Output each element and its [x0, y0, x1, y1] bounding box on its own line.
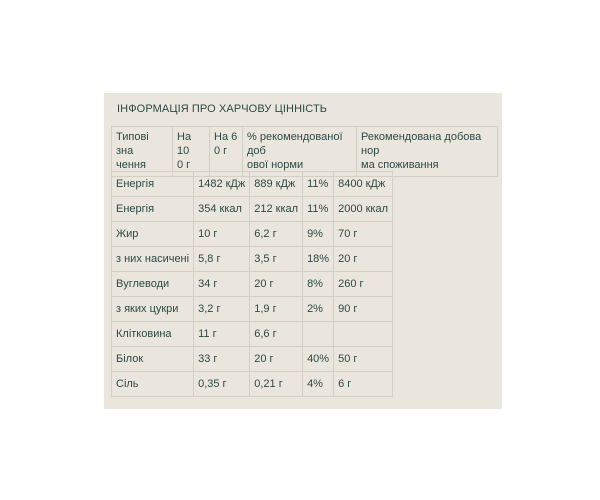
table-row: [112, 197, 393, 222]
header-recommended-intake-line2: ма споживання: [361, 159, 439, 171]
nutrient-name: з яких цукри: [112, 297, 194, 322]
value-per-60g: 20 г: [250, 272, 303, 297]
value-per-60g: 0,21 г: [250, 372, 303, 397]
header-per-60g: [210, 127, 243, 177]
table-row: [112, 322, 393, 347]
header-row: [112, 127, 498, 177]
value-per-100g: 0,35 г: [194, 372, 250, 397]
nutrition-header-table: [111, 126, 498, 177]
header-typical-values: [112, 127, 173, 177]
value-percent: 11%: [303, 172, 334, 197]
value-per-60g: 1,9 г: [250, 297, 303, 322]
nutrient-name: Жир: [112, 222, 194, 247]
nutrition-title: ІНФОРМАЦІЯ ПРО ХАРЧОВУ ЦІННІСТЬ: [117, 103, 328, 115]
value-rdi: 260 г: [334, 272, 393, 297]
value-rdi: 50 г: [334, 347, 393, 372]
value-percent: [303, 322, 334, 347]
nutrient-name: з них насичені: [112, 247, 194, 272]
value-per-60g: 3,5 г: [250, 247, 303, 272]
header-per-100g-line2: 0 г: [177, 159, 191, 171]
value-per-100g: 354 ккал: [194, 197, 250, 222]
nutrient-name: Енергія: [112, 172, 194, 197]
nutrient-name: Енергія: [112, 197, 194, 222]
value-per-60g: 6,2 г: [250, 222, 303, 247]
table-row: [112, 272, 393, 297]
value-per-60g: 212 ккал: [250, 197, 303, 222]
value-per-100g: 33 г: [194, 347, 250, 372]
value-per-100g: 3,2 г: [194, 297, 250, 322]
value-per-100g: 11 г: [194, 322, 250, 347]
value-percent: 4%: [303, 372, 334, 397]
header-per-60g-line2: 0 г: [214, 145, 228, 157]
header-typical-values-line2: чення: [116, 159, 146, 171]
table-row: [112, 172, 393, 197]
value-percent: 18%: [303, 247, 334, 272]
table-row: [112, 297, 393, 322]
nutrient-name: Клітковина: [112, 322, 194, 347]
header-per-60g-line1: На 6: [214, 131, 238, 143]
table-row: [112, 347, 393, 372]
value-per-100g: 10 г: [194, 222, 250, 247]
value-rdi: 20 г: [334, 247, 393, 272]
value-percent: 11%: [303, 197, 334, 222]
nutrient-name: Сіль: [112, 372, 194, 397]
value-rdi: 2000 ккал: [334, 197, 393, 222]
header-percent-rdi-line1: % рекомендованої доб: [247, 131, 343, 157]
header-typical-values-line1: Типові зна: [116, 131, 149, 157]
value-rdi: 70 г: [334, 222, 393, 247]
nutrient-name: Вуглеводи: [112, 272, 194, 297]
header-recommended-intake: [357, 127, 498, 177]
value-rdi: 6 г: [334, 372, 393, 397]
table-row: [112, 372, 393, 397]
value-rdi: [334, 322, 393, 347]
header-percent-rdi-line2: ової норми: [247, 159, 304, 171]
value-percent: 40%: [303, 347, 334, 372]
nutrient-name: Білок: [112, 347, 194, 372]
nutrition-info-panel: [104, 93, 502, 409]
value-per-100g: 1482 кДж: [194, 172, 250, 197]
nutrition-values-table: [111, 171, 393, 397]
table-row: [112, 222, 393, 247]
value-percent: 9%: [303, 222, 334, 247]
value-per-60g: 889 кДж: [250, 172, 303, 197]
value-per-100g: 34 г: [194, 272, 250, 297]
value-rdi: 8400 кДж: [334, 172, 393, 197]
header-recommended-intake-line1: Рекомендована добова нор: [361, 131, 482, 157]
header-per-100g-line1: На 10: [177, 131, 192, 157]
value-percent: 8%: [303, 272, 334, 297]
value-rdi: 90 г: [334, 297, 393, 322]
table-row: [112, 247, 393, 272]
value-per-100g: 5,8 г: [194, 247, 250, 272]
value-per-60g: 20 г: [250, 347, 303, 372]
value-per-60g: 6,6 г: [250, 322, 303, 347]
header-per-100g: [173, 127, 210, 177]
value-percent: 2%: [303, 297, 334, 322]
header-percent-rdi: [243, 127, 357, 177]
